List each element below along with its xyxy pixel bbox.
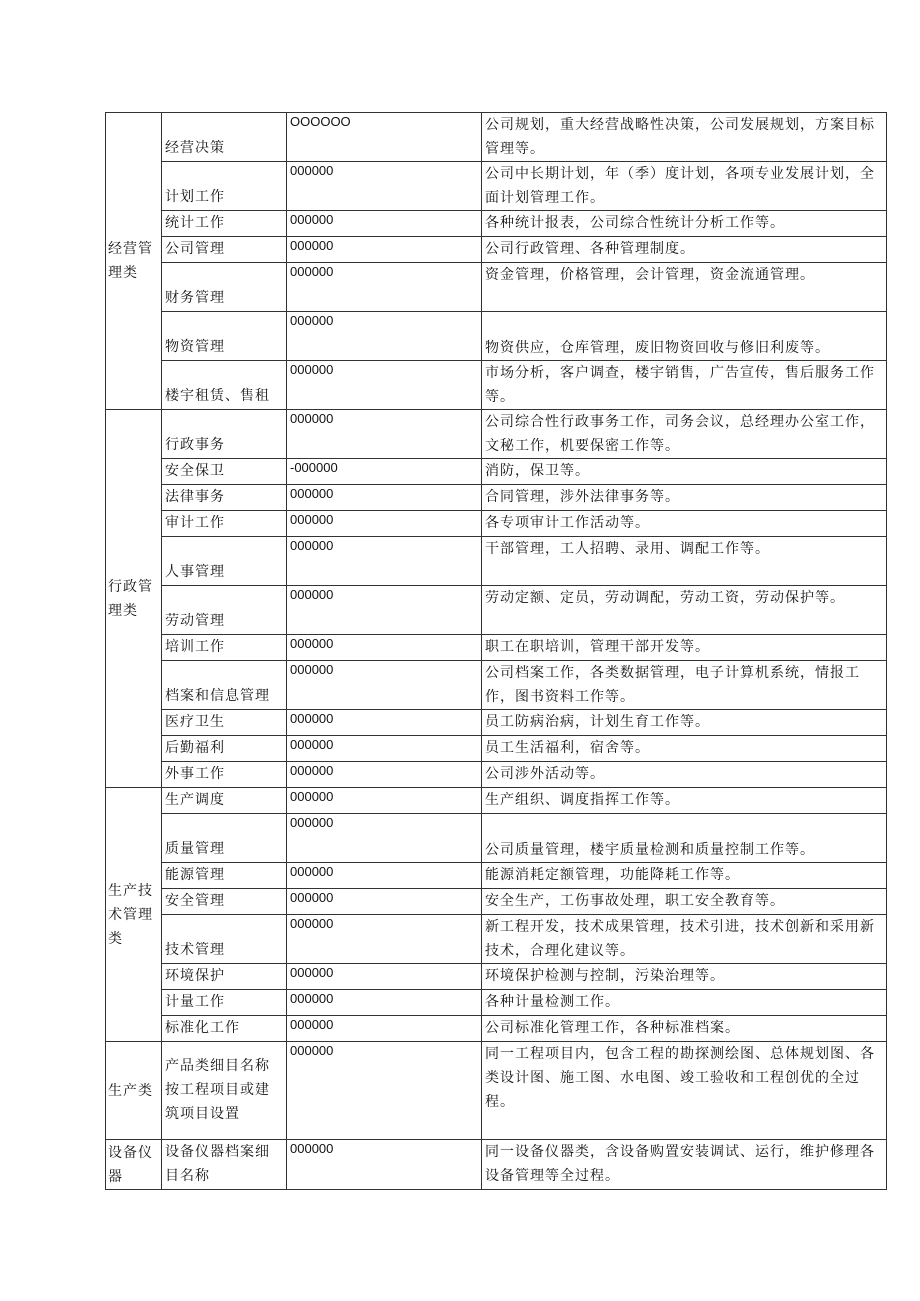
- category-cell: 行政管理类: [106, 410, 162, 788]
- item-description-cell: 新工程开发，技术成果管理，技术引进，技术创新和采用新技术，合理化建议等。: [482, 915, 887, 964]
- item-description-cell: 能源消耗定额管理，功能降耗工作等。: [482, 863, 887, 889]
- table-row: [106, 788, 887, 814]
- table-row: [106, 211, 887, 237]
- table-row: [106, 736, 887, 762]
- item-code-cell: 000000: [287, 312, 482, 361]
- table-row: [106, 762, 887, 788]
- table-row: [106, 113, 887, 162]
- item-name-cell: 安全管理: [162, 889, 287, 915]
- item-description-cell: 公司中长期计划，年（季）度计划，各项专业发展计划，全面计划管理工作。: [482, 162, 887, 211]
- item-code-cell: OOOOOO: [287, 113, 482, 162]
- item-code-cell: 000000: [287, 990, 482, 1016]
- document-page: [105, 112, 886, 1190]
- item-code-cell: 000000: [287, 710, 482, 736]
- item-code-cell: 000000: [287, 361, 482, 410]
- archive-classification-table: [105, 112, 887, 1190]
- item-description-cell: 公司规划，重大经营战略性决策，公司发展规划，方案目标管理等。: [482, 113, 887, 162]
- table-row: [106, 863, 887, 889]
- table-row: [106, 1140, 887, 1190]
- item-description-cell: 员工生活福利，宿舍等。: [482, 736, 887, 762]
- item-description-cell: 同一工程项目内，包含工程的勘探测绘图、总体规划图、各类设计图、施工图、水电图、竣工验收和工程创优的全过程。: [482, 1042, 887, 1140]
- table-row: [106, 485, 887, 511]
- item-code-cell: 000000: [287, 814, 482, 863]
- table-row: [106, 990, 887, 1016]
- table-row: [106, 361, 887, 410]
- table-row: [106, 410, 887, 459]
- item-name-cell: 质量管理: [162, 814, 287, 863]
- item-code-cell: 000000: [287, 586, 482, 635]
- item-description-cell: 公司行政管理、各种管理制度。: [482, 237, 887, 263]
- item-code-cell: 000000: [287, 237, 482, 263]
- item-name-cell: 培训工作: [162, 635, 287, 661]
- item-name-cell: 审计工作: [162, 511, 287, 537]
- item-name-cell: 生产调度: [162, 788, 287, 814]
- item-name-cell: 法律事务: [162, 485, 287, 511]
- item-description-cell: 环境保护检测与控制，污染治理等。: [482, 964, 887, 990]
- item-description-cell: 公司质量管理，楼宇质量检测和质量控制工作等。: [482, 814, 887, 863]
- table-row: [106, 586, 887, 635]
- item-code-cell: 000000: [287, 162, 482, 211]
- item-name-cell: 后勤福利: [162, 736, 287, 762]
- item-name-cell: 产品类细目名称按工程项目或建筑项目设置: [162, 1042, 287, 1140]
- table-row: [106, 537, 887, 586]
- item-description-cell: 同一设备仪器类，含设备购置安装调试、运行，维护修理各设备管理等全过程。: [482, 1140, 887, 1190]
- item-description-cell: 公司标准化管理工作，各种标准档案。: [482, 1016, 887, 1042]
- item-code-cell: 000000: [287, 635, 482, 661]
- table-row: [106, 263, 887, 312]
- item-code-cell: 000000: [287, 537, 482, 586]
- item-description-cell: 合同管理，涉外法律事务等。: [482, 485, 887, 511]
- item-code-cell: 000000: [287, 915, 482, 964]
- table-row: [106, 1042, 887, 1140]
- item-description-cell: 职工在职培训，管理干部开发等。: [482, 635, 887, 661]
- item-code-cell: 000000: [287, 1016, 482, 1042]
- item-name-cell: 财务管理: [162, 263, 287, 312]
- item-name-cell: 行政事务: [162, 410, 287, 459]
- table-body: [106, 113, 887, 1190]
- table-row: [106, 889, 887, 915]
- item-name-cell: 外事工作: [162, 762, 287, 788]
- item-description-cell: 物资供应，仓库管理，废旧物资回收与修旧利废等。: [482, 312, 887, 361]
- table-row: [106, 635, 887, 661]
- item-code-cell: 000000: [287, 863, 482, 889]
- item-description-cell: 公司涉外活动等。: [482, 762, 887, 788]
- item-description-cell: 各专项审计工作活动等。: [482, 511, 887, 537]
- item-code-cell: 000000: [287, 889, 482, 915]
- item-code-cell: 000000: [287, 485, 482, 511]
- item-description-cell: 公司档案工作，各类数据管理，电子计算机系统，情报工作，图书资料工作等。: [482, 661, 887, 710]
- category-cell: 生产类: [106, 1042, 162, 1140]
- table-row: [106, 1016, 887, 1042]
- category-cell: 生产技术管理类: [106, 788, 162, 1042]
- table-row: [106, 162, 887, 211]
- item-description-cell: 干部管理，工人招聘、录用、调配工作等。: [482, 537, 887, 586]
- table-row: [106, 710, 887, 736]
- item-code-cell: 000000: [287, 736, 482, 762]
- item-description-cell: 资金管理，价格管理，会计管理，资金流通管理。: [482, 263, 887, 312]
- table-row: [106, 814, 887, 863]
- item-description-cell: 各种统计报表，公司综合性统计分析工作等。: [482, 211, 887, 237]
- table-row: [106, 661, 887, 710]
- item-description-cell: 市场分析，客户调查，楼宇销售，广告宣传，售后服务工作等。: [482, 361, 887, 410]
- table-row: [106, 312, 887, 361]
- item-code-cell: 000000: [287, 511, 482, 537]
- item-code-cell: 000000: [287, 410, 482, 459]
- table-row: [106, 511, 887, 537]
- item-name-cell: 标准化工作: [162, 1016, 287, 1042]
- item-name-cell: 经营决策: [162, 113, 287, 162]
- item-code-cell: 000000: [287, 964, 482, 990]
- item-description-cell: 公司综合性行政事务工作，司务会议，总经理办公室工作，文秘工作，机要保密工作等。: [482, 410, 887, 459]
- item-description-cell: 生产组织、调度指挥工作等。: [482, 788, 887, 814]
- item-description-cell: 劳动定额、定员，劳动调配，劳动工资，劳动保护等。: [482, 586, 887, 635]
- item-code-cell: 000000: [287, 1042, 482, 1140]
- item-name-cell: 公司管理: [162, 237, 287, 263]
- item-code-cell: 000000: [287, 762, 482, 788]
- category-cell: 设备仪器: [106, 1140, 162, 1190]
- item-name-cell: 物资管理: [162, 312, 287, 361]
- item-name-cell: 计划工作: [162, 162, 287, 211]
- item-name-cell: 统计工作: [162, 211, 287, 237]
- table-row: [106, 459, 887, 485]
- item-name-cell: 安全保卫: [162, 459, 287, 485]
- item-description-cell: 安全生产，工伤事故处理，职工安全教育等。: [482, 889, 887, 915]
- item-code-cell: 000000: [287, 211, 482, 237]
- item-name-cell: 劳动管理: [162, 586, 287, 635]
- item-code-cell: 000000: [287, 1140, 482, 1190]
- item-code-cell: -000000: [287, 459, 482, 485]
- item-description-cell: 各种计量检测工作。: [482, 990, 887, 1016]
- item-code-cell: 000000: [287, 788, 482, 814]
- table-row: [106, 964, 887, 990]
- item-name-cell: 计量工作: [162, 990, 287, 1016]
- table-row: [106, 915, 887, 964]
- item-name-cell: 设备仪器档案细目名称: [162, 1140, 287, 1190]
- item-description-cell: 消防，保卫等。: [482, 459, 887, 485]
- item-name-cell: 档案和信息管理: [162, 661, 287, 710]
- item-name-cell: 医疗卫生: [162, 710, 287, 736]
- item-name-cell: 人事管理: [162, 537, 287, 586]
- item-name-cell: 环境保护: [162, 964, 287, 990]
- item-name-cell: 技术管理: [162, 915, 287, 964]
- table-row: [106, 237, 887, 263]
- item-name-cell: 能源管理: [162, 863, 287, 889]
- item-name-cell: 楼宇租赁、售租: [162, 361, 287, 410]
- item-code-cell: 000000: [287, 661, 482, 710]
- item-description-cell: 员工防病治病，计划生育工作等。: [482, 710, 887, 736]
- item-code-cell: 000000: [287, 263, 482, 312]
- category-cell: 经营管理类: [106, 113, 162, 410]
